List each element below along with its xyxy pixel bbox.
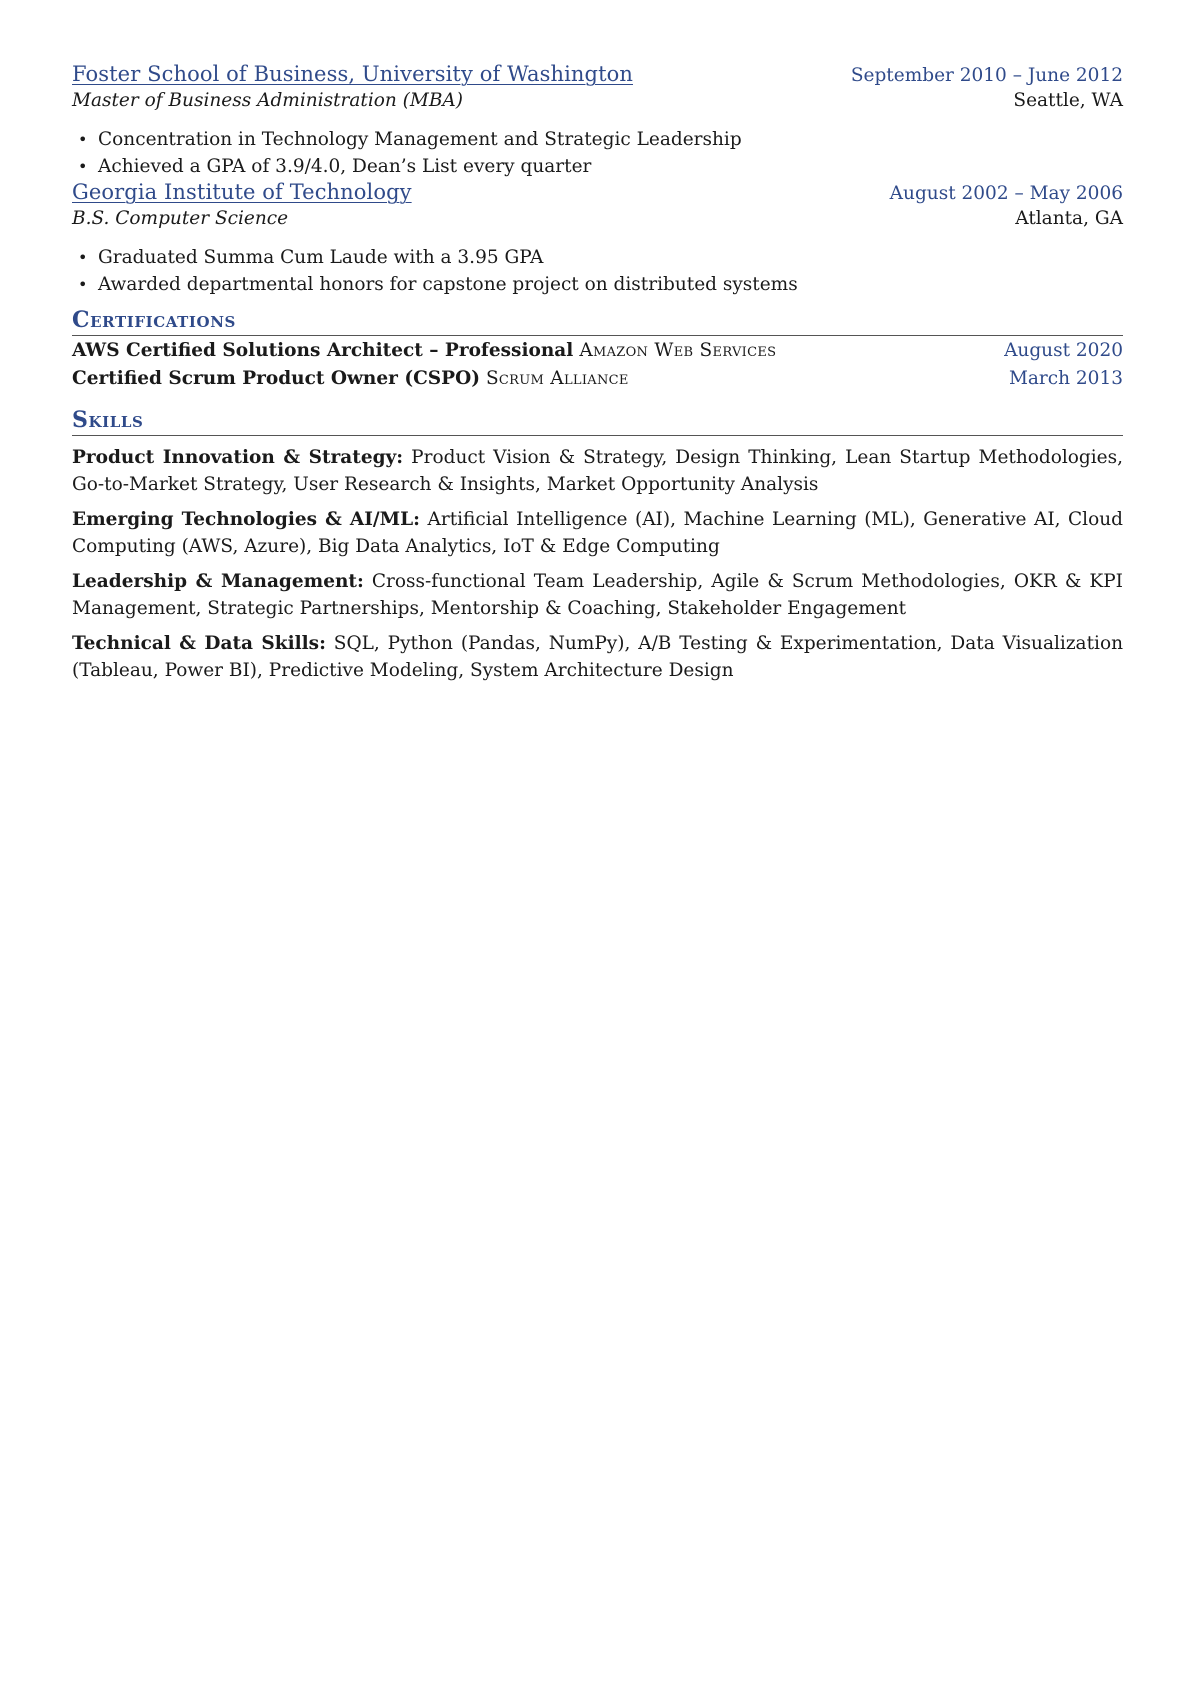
- institution-link[interactable]: Georgia Institute of Technology: [72, 180, 412, 204]
- section-divider: [72, 435, 1123, 436]
- certification-issuer: Amazon Web Services: [579, 340, 777, 361]
- skill-group-label: Technical & Data Skills:: [72, 633, 326, 654]
- skill-group: [72, 568, 1123, 622]
- certifications-section: [72, 306, 1123, 396]
- bullet-icon: •: [78, 157, 88, 176]
- skill-group-text: Cross-functional Team Leadership, Agile & Scrum Methodologies, OKR & KPI Management, Strategic Partnerships, Mentorship & Coaching, Stakeholder Engagement: [72, 571, 1123, 619]
- skill-group-label: Product Innovation & Strategy:: [72, 447, 404, 468]
- bullet-item: [78, 126, 1123, 153]
- certification-date: March 2013: [1008, 368, 1123, 389]
- education-entry: [72, 62, 1123, 180]
- skill-group: [72, 630, 1123, 684]
- education-bullets: [72, 244, 1123, 298]
- skill-group: [72, 444, 1123, 498]
- skill-group: [72, 506, 1123, 560]
- bullet-icon: •: [78, 275, 88, 294]
- section-divider: [72, 335, 1123, 336]
- education-location: Seattle, WA: [1013, 90, 1123, 111]
- section-title-certifications: Certifications: [72, 307, 236, 333]
- certification-info: [72, 368, 629, 389]
- certification-name: Certified Scrum Product Owner (CSPO): [72, 368, 480, 389]
- skill-group-label: Emerging Technologies & AI/ML:: [72, 509, 420, 530]
- education-dates: September 2010 – June 2012: [850, 65, 1123, 86]
- bullet-icon: •: [78, 248, 88, 267]
- bullet-text: Concentration in Technology Management and Strategic Leadership: [98, 129, 742, 150]
- bullet-text: Achieved a GPA of 3.9/4.0, Dean’s List every quarter: [98, 156, 592, 177]
- certification-info: [72, 340, 776, 361]
- education-dates: August 2002 – May 2006: [889, 183, 1123, 204]
- education-entry: [72, 180, 1123, 298]
- bullet-text: Graduated Summa Cum Laude with a 3.95 GPA: [98, 247, 544, 268]
- section-title-skills: Skills: [72, 407, 144, 433]
- education-subheader-row: [72, 208, 1123, 236]
- education-bullets: [72, 126, 1123, 180]
- bullet-item: [78, 244, 1123, 271]
- skill-group-text: SQL, Python (Pandas, NumPy), A/B Testing & Experimentation, Data Visualization (Tableau, Power BI), Predictive Modeling, System Architecture Design: [72, 633, 1123, 681]
- education-location: Atlanta, GA: [1015, 208, 1123, 229]
- bullet-icon: •: [78, 130, 88, 149]
- education-header-row: [72, 180, 1123, 208]
- skill-group-label: Leadership & Management:: [72, 571, 364, 592]
- resume-page: [72, 62, 1123, 692]
- bullet-text: Awarded departmental honors for capstone project on distributed systems: [98, 274, 798, 295]
- certification-name: AWS Certified Solutions Architect – Professional: [72, 340, 574, 361]
- certification-date: August 2020: [1004, 340, 1123, 361]
- education-subheader-row: [72, 90, 1123, 118]
- institution-link[interactable]: Foster School of Business, University of Washington: [72, 62, 633, 86]
- education-header-row: [72, 62, 1123, 90]
- certification-row: [72, 340, 1123, 368]
- bullet-item: [78, 271, 1123, 298]
- skills-section: [72, 406, 1123, 684]
- degree-title: Master of Business Administration (MBA): [72, 90, 464, 111]
- bullet-item: [78, 153, 1123, 180]
- skill-group-text: Product Vision & Strategy, Design Thinking, Lean Startup Methodologies, Go-to-Market Strategy, User Research & Insights, Market Opportunity Analysis: [72, 447, 1123, 495]
- certification-issuer: Scrum Alliance: [485, 368, 629, 389]
- skill-group-text: Artificial Intelligence (AI), Machine Learning (ML), Generative AI, Cloud Computing (AWS, Azure), Big Data Analytics, IoT & Edge Computing: [72, 509, 1123, 557]
- degree-title: B.S. Computer Science: [72, 208, 289, 229]
- certification-row: [72, 368, 1123, 396]
